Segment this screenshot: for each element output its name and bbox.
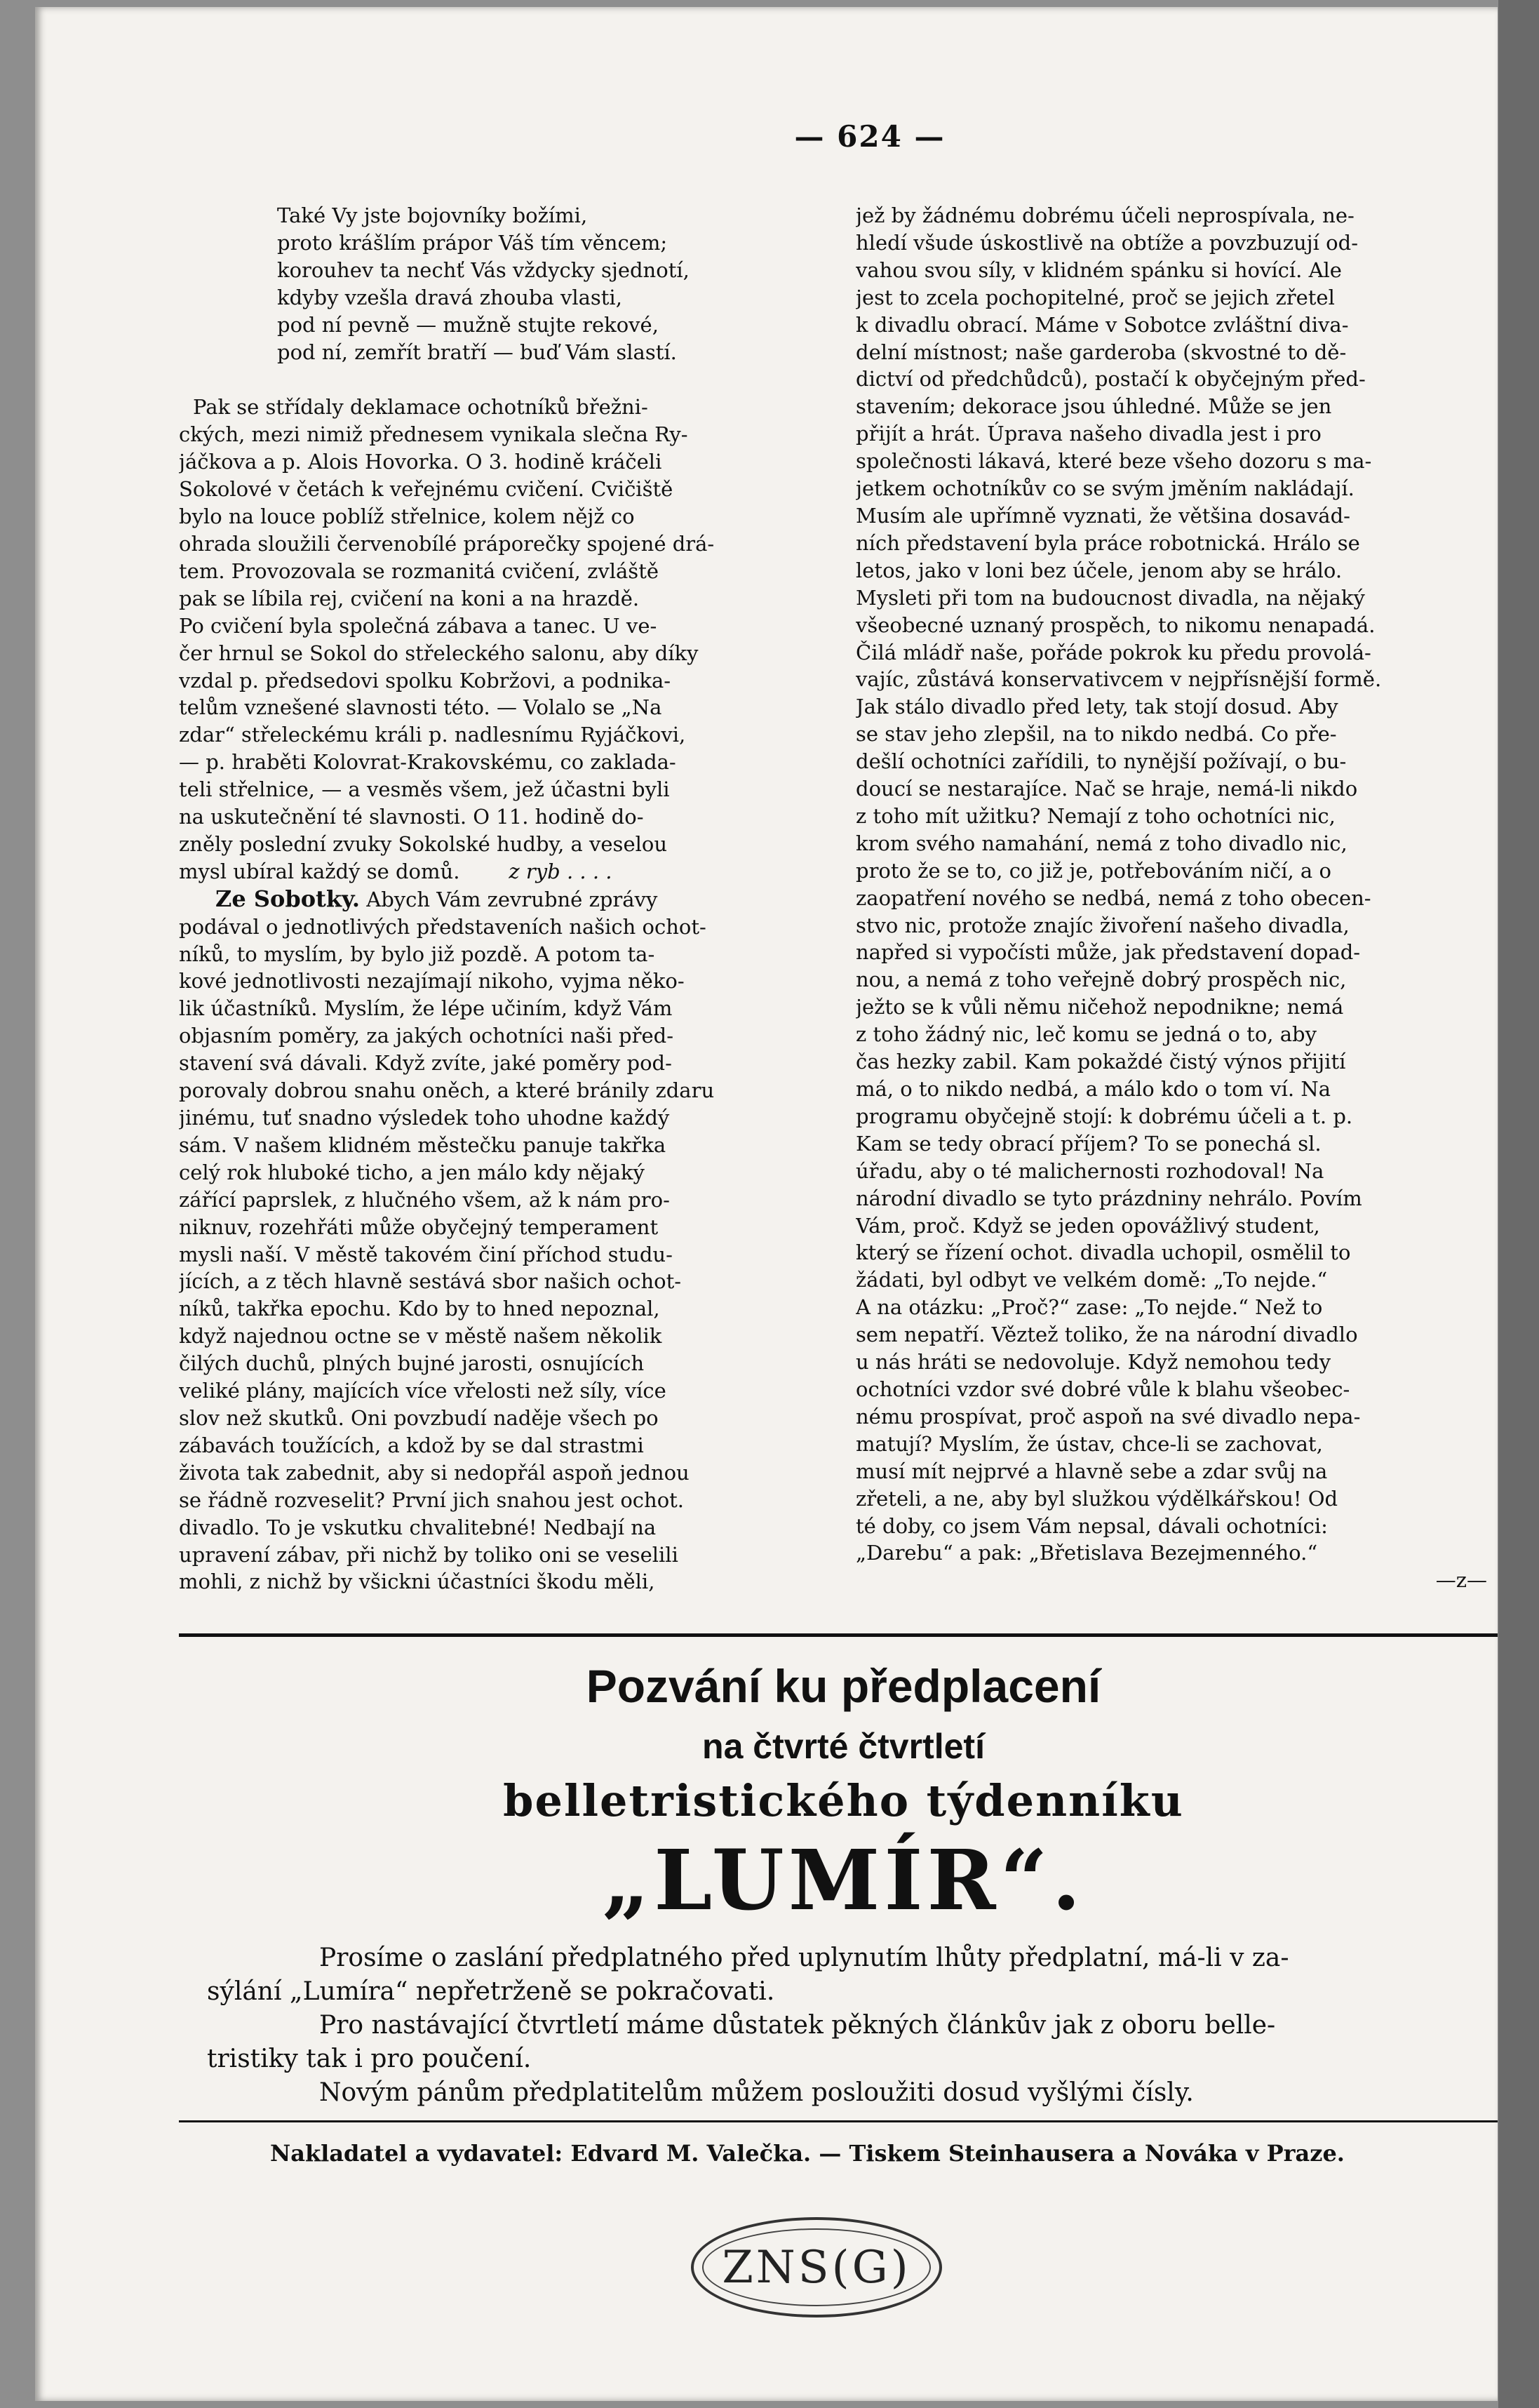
- text-line: musí mít nejprvé a hlavně sebe a zdar svůj na: [856, 1459, 1328, 1483]
- poem-line: pod ní pevně — mužně stujte rekové,: [277, 312, 659, 337]
- text-line: u nás hráti se nedovoluje. Když nemohou tedy: [856, 1350, 1331, 1374]
- divider-rule: [179, 2120, 1498, 2122]
- text-line: napřed si vypočísti může, jak představení dopad-: [856, 940, 1361, 965]
- stamp-text: ZNS(G): [722, 2241, 911, 2294]
- text-line: — p. hraběti Kolovrat-Krakovskému, co zaklada-: [179, 750, 676, 775]
- ad-line: sýlání „Lumíra“ nepřetrženě se pokračovati.: [207, 1977, 775, 2006]
- right-column: [856, 202, 1498, 1594]
- text-line: všeobecné uznaný prospěch, to nikomu nenapadá.: [856, 613, 1376, 637]
- text-line: porovaly dobrou snahu oněch, a které bránily zdaru: [179, 1078, 715, 1103]
- poem-line: Také Vy jste bojovníky božími,: [277, 203, 588, 227]
- ad-line: Prosíme o zaslání předplatného před uplynutím lhůty předplatní, má-li v za-: [319, 1944, 1289, 1972]
- text-line: čas hezky zabil. Kam pokaždé čistý výnos přijití: [856, 1050, 1346, 1074]
- paragraph-celebration: [179, 394, 845, 885]
- text-line: přijít a hrát. Úprava našeho divadla jest i pro: [856, 422, 1322, 446]
- text-line: ckých, mezi nimiž přednesem vynikala slečna Ry-: [179, 422, 688, 447]
- library-stamp: [691, 2217, 942, 2317]
- text-line: Abych Vám zevrubné zprávy: [360, 887, 658, 911]
- poem: [179, 202, 845, 366]
- text-line: vzdal p. předsedovi spolku Kobržovi, a podnika-: [179, 668, 671, 693]
- text-line: Jak stálo divadlo před lety, tak stojí dosud. Aby: [856, 695, 1338, 719]
- text-line: jež by žádnému dobrému účeli neprospívala, ne-: [856, 203, 1355, 227]
- text-line: společnosti lákavá, které beze všeho dozoru s ma-: [856, 449, 1372, 474]
- text-line: Sokolové v četách k veřejnému cvičení. Cvičiště: [179, 477, 673, 502]
- text-line: pak se líbila rej, cvičení na koni a na hrazdě.: [179, 586, 640, 610]
- section-heading: Ze Sobotky.: [215, 885, 361, 912]
- text-line: dešlí ochotníci zařídili, to nynější požívají, o bu-: [856, 749, 1347, 774]
- text-line: vajíc, zůstává konservativcem v nejpřísnější formě.: [856, 667, 1382, 692]
- text-line: slov než skutků. Oni povzbudí naděje všech po: [179, 1405, 659, 1430]
- text-line: jících, a z těch hlavně sestává sbor našich ochot-: [179, 1269, 682, 1294]
- text-line: vahou svou síly, v klidném spánku si hovící. Ale: [856, 257, 1342, 282]
- text-line-with-signature: [179, 858, 845, 885]
- text-line: sám. V našem klidném městečku panuje takřka: [179, 1132, 666, 1157]
- text-line: nému prospívat, proč aspoň na své divadlo nepa-: [856, 1404, 1361, 1429]
- text-line: zábavách toužících, a kdož by se dal strastmi: [179, 1433, 644, 1457]
- text-line: divadlo. To je vskutku chvalitebné! Nedbají na: [179, 1515, 657, 1539]
- text-line: stavení svá dávali. Když zvíte, jaké poměry pod-: [179, 1051, 672, 1076]
- text-line: celý rok hluboké ticho, a jen málo kdy nějaký: [179, 1160, 645, 1184]
- text-line: zřeteli, a ne, aby byl služkou výdělkářskou! Od: [856, 1486, 1338, 1511]
- text-line: stavením; dekorace jsou úhledné. Může se jen: [856, 394, 1332, 419]
- text-line: života tak zabednit, aby si nedopřál aspoň jednou: [179, 1460, 690, 1485]
- text-line: jáčkova a p. Alois Hovorka. O 3. hodině kráčeli: [179, 450, 662, 474]
- newspaper-page: [35, 7, 1498, 2401]
- text-line: má, o to nikdo nedbá, a málo kdo o tom ví. Na: [856, 1077, 1331, 1101]
- text-line: Musím ale upřímně vyznati, že většina dosavád-: [856, 503, 1350, 528]
- text-line: krom svého namahání, nemá z toho divadlo nic,: [856, 831, 1348, 855]
- text-line: Čilá mládř naše, pořáde pokrok ku předu provolá-: [856, 640, 1371, 664]
- text-line: programu obyčejně stojí: k dobrému účeli a t. p.: [856, 1104, 1353, 1128]
- text-line: zaopatření nového se nedbá, nemá z toho obecen-: [856, 885, 1371, 910]
- text-line: jest to zcela pochopitelné, proč se jejich zřetel: [856, 285, 1335, 309]
- text-line: „Darebu“ a pak: „Břetislava Bezejmenného.“: [856, 1541, 1318, 1565]
- text-line: telům vznešené slavnosti této. — Volalo se „Na: [179, 695, 662, 720]
- ad-subtitle-2: belletristického týdenníku: [503, 1775, 1184, 1826]
- text-line: národní divadlo se tyto prázdniny nehrálo. Povím: [856, 1186, 1362, 1210]
- poem-line: pod ní, zemřít bratří — buď Vám slastí.: [277, 340, 677, 364]
- ad-line: tristiky tak i pro poučení.: [207, 2045, 532, 2073]
- text-line: zněly poslední zvuky Sokolské hudby, a veselou: [179, 831, 668, 856]
- text-line: jetkem ochotníkův co se svým jměním nakládají.: [856, 476, 1355, 501]
- ad-title: Pozvání ku předplacení: [586, 1660, 1101, 1712]
- ad-subtitle: na čtvrté čtvrtletí: [702, 1727, 985, 1766]
- publisher-footer: Nakladatel a vydavatel: Edvard M. Valečka. — Tiskem Steinhausera a Nováka v Praze.: [270, 2140, 1345, 2167]
- text-line: se řádně rozveselit? První jich snahou jest ochot.: [179, 1487, 685, 1512]
- text-line: delní místnost; naše garderoba (skvostné to dě-: [856, 340, 1347, 364]
- text-line: k divadlu obrací. Máme v Sobotce zvláštní diva-: [856, 312, 1349, 337]
- text-line: A na otázku: „Proč?“ zase: „To nejde.“ Než to: [856, 1295, 1323, 1320]
- text-line: tem. Provozovala se rozmanitá cvičení, zvláště: [179, 558, 659, 583]
- ad-line: Novým pánům předplatitelům můžem posloužiti dosud vyšlými čísly.: [319, 2078, 1194, 2107]
- text-line: matují? Myslím, že ústav, chce-li se zachovat,: [856, 1431, 1323, 1456]
- text-line: níků, to myslím, by bylo již pozdě. A potom ta-: [179, 942, 655, 966]
- poem-line: kdyby vzešla dravá zhouba vlasti,: [277, 285, 622, 309]
- text-line: úřadu, aby o té malichernosti rozhodoval! Na: [856, 1158, 1324, 1183]
- text-line: bylo na louce poblíž střelnice, kolem nějž co: [179, 504, 635, 529]
- scan-edge: [1498, 0, 1539, 2408]
- text-line: lik účastníků. Myslím, že lépe učiním, když Vám: [179, 996, 673, 1021]
- text-line: teli střelnice, — a vesměs všem, jež účastni byli: [179, 777, 670, 802]
- text-line: nou, a nemá z toho veřejně dobrý prospěch nic,: [856, 968, 1347, 992]
- poem-line: proto krášlím prápor Váš tím věncem;: [277, 230, 668, 255]
- text-line: objasním poměry, za jakých ochotníci naši před-: [179, 1024, 674, 1048]
- text-line: stvo nic, protože znajíc živoření našeho divadla,: [856, 913, 1350, 937]
- text-line: ochotníci vzdor své dobré vůle k blahu všeobec-: [856, 1377, 1350, 1401]
- text-line: zářící paprslek, z hlučného všem, až k nám pro-: [179, 1187, 670, 1212]
- text-line: ježto se k vůli němu ničehož nepodnikne; nemá: [856, 995, 1344, 1019]
- text-line: se stav jeho zlepšil, na to nikdo nedbá. Co pře-: [856, 722, 1337, 747]
- text-line: proto že se to, co již je, potřebováním ničí, a o: [856, 858, 1331, 883]
- text-line: Mysleti při tom na budoucnost divadla, na nějaký: [856, 585, 1365, 610]
- text-line: té doby, co jsem Vám nepsal, dávali ochotníci:: [856, 1513, 1328, 1538]
- paragraph-sobotka: [179, 885, 845, 1596]
- ad-line: Pro nastávající čtvrtletí máme důstatek pěkných článkův jak z oboru belle-: [319, 2011, 1276, 2040]
- text-line: níků, takřka epochu. Kdo by to hned nepoznal,: [179, 1297, 660, 1321]
- ad-body: [207, 1941, 1498, 2110]
- text-line: z toho mít užitku? Nemají z toho ochotníci nic,: [856, 803, 1336, 828]
- text-line: hledí všude úskostlivě na obtíže a povzbuzují od-: [856, 230, 1358, 255]
- ad-lumir-title: „LUMÍR“.: [602, 1831, 1085, 1929]
- poem-line: korouhev ta nechť Vás vždycky sjednotí,: [277, 257, 690, 282]
- text-line: niknuv, rozehřáti může obyčejný temperament: [179, 1215, 659, 1239]
- text-line-heading: [179, 885, 845, 914]
- text-line: Vám, proč. Když se jeden opovážlivý student,: [856, 1213, 1320, 1238]
- left-column: [179, 202, 845, 1596]
- text-line: mysl ubíral každý se domů.: [179, 859, 460, 883]
- text-line: čer hrnul se Sokol do střeleckého salonu, aby díky: [179, 641, 699, 665]
- text-line: veliké plány, majících více vřelosti než síly, více: [179, 1379, 666, 1403]
- text-line: na uskutečnění té slavnosti. O 11. hodině do-: [179, 805, 644, 829]
- text-line: doucí se nestarajíce. Nač se hraje, nemá-li nikdo: [856, 777, 1358, 801]
- text-line: upravení zábav, při nichž by toliko oni se veselili: [179, 1542, 678, 1567]
- text-line: z toho žádný nic, leč komu se jedná o to, aby: [856, 1022, 1317, 1047]
- text-line: ohrada sloužili červenobílé práporečky spojené drá-: [179, 531, 715, 556]
- text-line: letos, jako v loni bez účele, jenom aby se hrálo.: [856, 558, 1343, 582]
- text-line: podával o jednotlivých představeních našich ochot-: [179, 914, 706, 939]
- text-line: když najednou octne se v městě našem několik: [179, 1324, 662, 1349]
- page-number: — 624 —: [794, 119, 946, 154]
- text-line: kové jednotlivosti nezajímají nikoho, vyjma něko-: [179, 969, 685, 994]
- stamp-ring: [702, 2228, 931, 2306]
- text-line: čilých duchů, plných bujné jarosti, osnujících: [179, 1351, 645, 1376]
- text-line: mysli naší. V městě takovém činí příchod studu-: [179, 1242, 673, 1266]
- signature: z ryb . . . .: [509, 859, 612, 883]
- text-line: ních představení byla práce robotnická. Hrálo se: [856, 530, 1360, 555]
- text-line: mohli, z nichž by všickni účastníci škodu měli,: [179, 1570, 655, 1594]
- text-line: zdar“ střeleckému králi p. nadlesnímu Ryjáčkovi,: [179, 723, 686, 747]
- text-line: který se řízení ochot. divadla uchopil, osmělil to: [856, 1240, 1351, 1265]
- divider-rule: [179, 1633, 1498, 1637]
- signature: —z—: [1435, 1568, 1487, 1593]
- text-line: jinému, tuť snadno výsledek toho uhodne každý: [179, 1106, 670, 1130]
- text-line: Kam se tedy obrací příjem? To se ponechá sl.: [856, 1131, 1322, 1156]
- text-line: žádati, byl odbyt ve velkém domě: „To nejde.“: [856, 1268, 1328, 1292]
- text-line: Po cvičení byla společná zábava a tanec. U ve-: [179, 613, 657, 638]
- text-line: dictví od předchůdců), postačí k obyčejným před-: [856, 367, 1366, 392]
- text-line: Pak se střídaly deklamace ochotníků břežni-: [193, 395, 648, 420]
- text-line: sem nepatří. Věztež toliko, že na národní divadlo: [856, 1323, 1358, 1347]
